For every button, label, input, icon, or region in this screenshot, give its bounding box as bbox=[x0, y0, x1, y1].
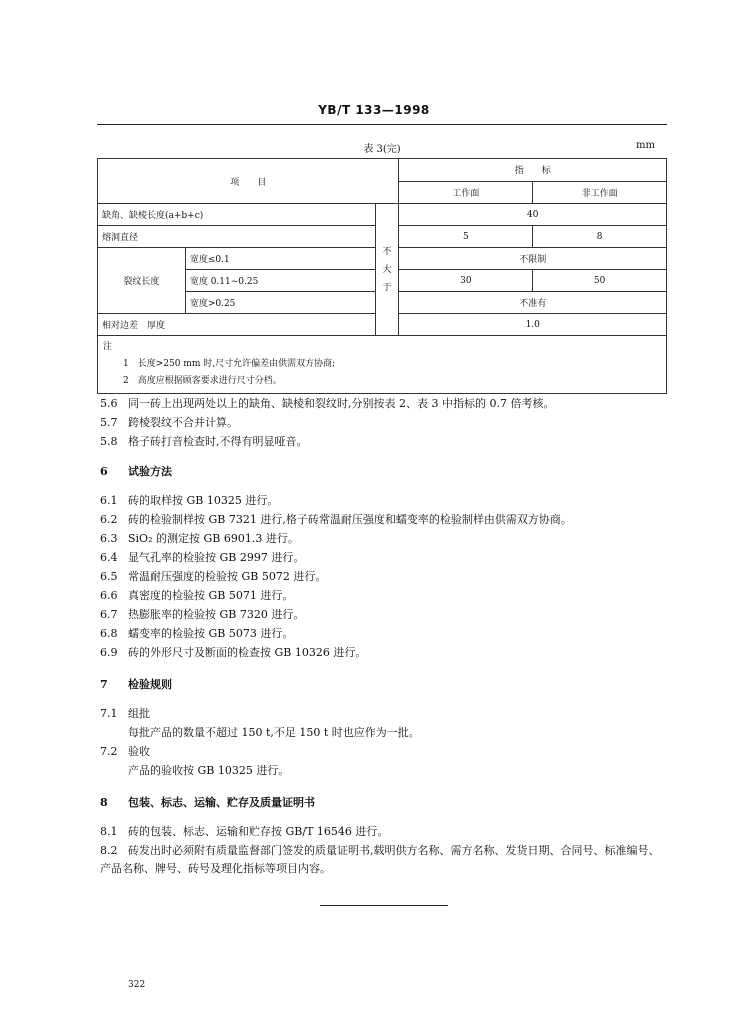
note-1: 1 长度>250 mm 时,尺寸允许偏差由供需双方协商; bbox=[123, 359, 336, 369]
para-7-2: 7.2 验收 bbox=[100, 745, 150, 758]
section-7-heading: 7 检验规则 bbox=[100, 678, 172, 691]
para-5-8: 5.8 格子砖打音检查时,不得有明显哑音。 bbox=[100, 435, 308, 448]
table-notes bbox=[98, 336, 667, 394]
para-6-3: 6.3 SiO₂ 的测定按 GB 6901.3 进行。 bbox=[100, 532, 299, 545]
not-greater-vertical bbox=[375, 204, 399, 336]
crack-val2-nonwork: 50 bbox=[533, 270, 667, 292]
notes-title: 注 bbox=[103, 342, 113, 352]
document-code-header: YB/T 133—1998 bbox=[318, 103, 430, 117]
table-unit: mm bbox=[636, 140, 655, 151]
para-8-1: 8.1 砖的包装、标志、运输和贮存按 GB/T 16546 进行。 bbox=[100, 825, 389, 838]
para-6-1: 6.1 砖的取样按 GB 10325 进行。 bbox=[100, 494, 279, 507]
thick-value: 1.0 bbox=[399, 314, 667, 336]
para-6-5: 6.5 常温耐压强度的检验按 GB 5072 进行。 bbox=[100, 570, 327, 583]
vert-char-3: 于 bbox=[382, 282, 392, 293]
table-caption: 表 3(完) bbox=[363, 144, 401, 155]
thick-label: 相对边差 厚度 bbox=[98, 314, 376, 336]
melt-label: 熔洞直径 bbox=[98, 226, 376, 248]
head-item: 项 目 bbox=[98, 159, 399, 204]
chip-value: 40 bbox=[399, 204, 667, 226]
para-6-9: 6.9 砖的外形尺寸及断面的检查按 GB 10326 进行。 bbox=[100, 646, 367, 659]
para-6-8: 6.8 蠕变率的检验按 GB 5073 进行。 bbox=[100, 627, 294, 640]
para-7-1: 7.1 组批 bbox=[100, 707, 150, 720]
para-6-2: 6.2 砖的检验制样按 GB 7321 进行,格子砖常温耐压强度和蠕变率的检验制样由供需双方协商。 bbox=[100, 513, 572, 526]
vert-char-1: 不 bbox=[382, 246, 392, 257]
crack-sub1: 宽度≤0.1 bbox=[185, 248, 375, 270]
para-8-2: 8.2 砖发出时必须附有质量监督部门签发的质量证明书,载明供方名称、需方名称、发货日期、合同号、标准编号、产品名称、牌号、砖号及理化指标等项目内容。 bbox=[100, 844, 660, 875]
crack-sub2: 宽度 0.11~0.25 bbox=[185, 270, 375, 292]
melt-nonwork: 8 bbox=[533, 226, 667, 248]
crack-sub3: 宽度>0.25 bbox=[185, 292, 375, 314]
spec-table bbox=[97, 158, 667, 394]
para-7-2-body: 产品的验收按 GB 10325 进行。 bbox=[128, 764, 290, 777]
crack-val1: 不限制 bbox=[399, 248, 667, 270]
para-6-4: 6.4 显气孔率的检验按 GB 2997 进行。 bbox=[100, 551, 305, 564]
vert-char-2: 大 bbox=[382, 264, 392, 275]
header-rule bbox=[97, 124, 667, 125]
crack-label: 裂纹长度 bbox=[98, 248, 186, 314]
para-6-6: 6.6 真密度的检验按 GB 5071 进行。 bbox=[100, 589, 294, 602]
head-index: 指 标 bbox=[399, 159, 667, 182]
para-7-1-body: 每批产品的数量不超过 150 t,不足 150 t 时也应作为一批。 bbox=[128, 726, 420, 739]
chip-label: 缺角、缺棱长度(a+b+c) bbox=[98, 204, 376, 226]
melt-work: 5 bbox=[399, 226, 533, 248]
crack-val3: 不准有 bbox=[399, 292, 667, 314]
section-6-heading: 6 试验方法 bbox=[100, 465, 172, 478]
para-6-7: 6.7 热膨胀率的检验按 GB 7320 进行。 bbox=[100, 608, 305, 621]
para-5-7: 5.7 跨棱裂纹不合并计算。 bbox=[100, 416, 238, 429]
head-work: 工作面 bbox=[399, 181, 533, 204]
page-number: 322 bbox=[128, 980, 146, 990]
crack-val2-work: 30 bbox=[399, 270, 533, 292]
head-nonwork: 非工作面 bbox=[533, 181, 667, 204]
end-rule bbox=[320, 905, 448, 906]
para-5-6: 5.6 同一砖上出现两处以上的缺角、缺棱和裂纹时,分别按表 2、表 3 中指标的 0.7 倍考核。 bbox=[100, 397, 555, 410]
note-2: 2 高度应根据顾客要求进行尺寸分档。 bbox=[123, 376, 282, 386]
section-8-heading: 8 包装、标志、运输、贮存及质量证明书 bbox=[100, 796, 315, 809]
